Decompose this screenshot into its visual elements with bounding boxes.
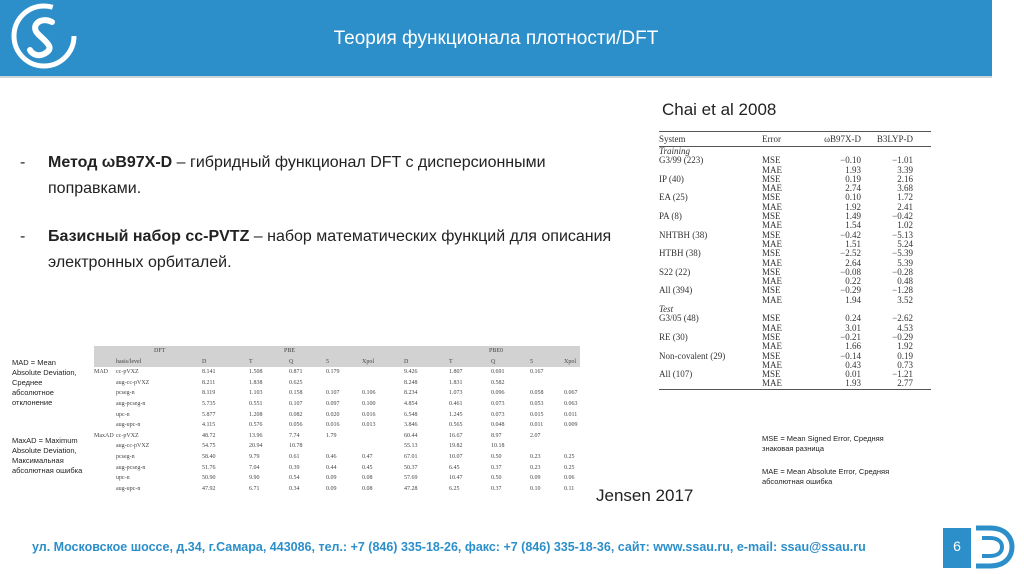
b3lypd-cell: 5.24 <box>897 238 913 249</box>
table-cell: 0.097 <box>326 400 340 407</box>
table-cell: 0.25 <box>564 464 575 471</box>
table-cell: aug-upc-n <box>116 422 141 429</box>
column-header: 5 <box>530 358 533 365</box>
error-cell: MAE <box>762 257 782 268</box>
bullet-basis-text: – набор математических функций для описания электронных орбиталей. <box>48 228 612 271</box>
wb97xd-cell: 0.10 <box>845 192 861 203</box>
table-row <box>94 378 580 389</box>
table-cell: 0.10 <box>530 485 541 492</box>
note-mad: MAD = Mean Absolute Deviation, Среднее абсолютное отклонение <box>12 358 77 407</box>
note-mae: MAE = Mean Absolute Error, Средняя абсолютная ошибка <box>762 467 890 486</box>
column-header: 5 <box>326 358 329 365</box>
table-cell: 0.39 <box>289 464 300 471</box>
header-dft: DFT <box>154 348 166 354</box>
basis-table-header-1 <box>94 346 580 357</box>
table-cell: 51.76 <box>202 464 216 471</box>
table-cell: cc-pVXZ <box>116 369 139 376</box>
column-header: T <box>449 358 453 365</box>
header-pbe0: PBE0 <box>489 348 504 354</box>
system-cell: IP (40) <box>659 173 684 184</box>
citation-jensen: Jensen 2017 <box>596 486 694 505</box>
table-cell: 9.79 <box>249 453 260 460</box>
b3lypd-cell: 3.68 <box>897 183 913 194</box>
table-cell: 0.013 <box>362 422 376 429</box>
wb97xd-cell: 1.92 <box>845 201 861 212</box>
table-row <box>659 184 931 193</box>
table-row <box>94 463 580 474</box>
table-cell: 1.208 <box>249 411 263 418</box>
b3lypd-cell: 3.39 <box>897 164 913 175</box>
column-header: T <box>249 358 253 365</box>
table-row <box>659 166 931 175</box>
table-row <box>659 296 931 305</box>
system-cell: G3/99 (223) <box>659 155 704 166</box>
table-row <box>94 388 580 399</box>
table-cell: 0.106 <box>362 390 376 397</box>
wb97xd-cell: −2.52 <box>840 248 861 259</box>
table-cell: 0.871 <box>289 369 303 376</box>
table-cell: 19.82 <box>449 443 463 450</box>
table-row <box>659 249 931 258</box>
table-cell: 9.90 <box>249 475 260 482</box>
table-cell: 0.179 <box>326 369 340 376</box>
table-row <box>659 370 931 379</box>
table-cell: 1.103 <box>249 390 263 397</box>
table-cell: 7.74 <box>289 432 300 439</box>
b3lypd-cell: −1.21 <box>892 369 913 380</box>
slide-header <box>0 0 992 78</box>
table-cell: 48.72 <box>202 432 216 439</box>
table-cell: 0.056 <box>289 422 303 429</box>
table-cell: 8.119 <box>202 390 216 397</box>
system-cell: PA (8) <box>659 211 682 222</box>
table-cell: 50.90 <box>202 475 216 482</box>
table-cell: 0.009 <box>564 422 578 429</box>
table-cell: 0.016 <box>326 422 340 429</box>
table-row <box>659 352 931 361</box>
table-cell: 0.565 <box>449 422 463 429</box>
b3lypd-cell: 2.16 <box>897 173 913 184</box>
system-cell: All (394) <box>659 285 693 296</box>
table-row <box>659 333 931 342</box>
table-row <box>659 212 931 221</box>
bullet-method: - Метод ωB97X-D – гибридный функционал DFT с дисперсионными поправками. <box>20 154 546 197</box>
table-cell: 0.25 <box>564 453 575 460</box>
wb97xd-cell: 1.94 <box>845 294 861 305</box>
table-cell: 0.011 <box>564 411 578 418</box>
table-row <box>659 314 931 323</box>
table-cell: 67.01 <box>404 453 418 460</box>
table-cell: 0.167 <box>530 369 544 376</box>
table-cell: 1.79 <box>326 432 337 439</box>
table-cell: 50.37 <box>404 464 418 471</box>
table-cell: 0.015 <box>530 411 544 418</box>
b3lypd-cell: −1.01 <box>892 155 913 166</box>
table-cell: 9.426 <box>404 369 418 376</box>
table-cell: 8.97 <box>491 432 502 439</box>
column-header: Xpol <box>362 358 374 365</box>
table-cell: 0.582 <box>491 379 505 386</box>
group-label: MAD <box>94 369 109 376</box>
table-cell: 0.37 <box>491 464 502 471</box>
table-cell: 6.71 <box>249 485 260 492</box>
note-mse: MSE = Mean Signed Error, Средняя знаковая разница <box>762 434 884 453</box>
table-cell: pcseg-n <box>116 390 135 397</box>
bullet-method-term: Метод ωB97X-D <box>48 154 173 171</box>
citation-chai: Chai et al 2008 <box>662 100 777 119</box>
table-row <box>659 175 931 184</box>
table-cell: 0.46 <box>326 453 337 460</box>
wb97xd-cell: −0.14 <box>840 350 861 361</box>
table-cell: 0.100 <box>362 400 376 407</box>
table-cell: 0.461 <box>449 400 463 407</box>
table-row <box>659 277 931 286</box>
table-cell: 1.073 <box>449 390 463 397</box>
table-cell: 0.096 <box>491 390 505 397</box>
table-row <box>659 156 931 165</box>
table-cell: 0.50 <box>491 475 502 482</box>
error-cell: MAE <box>762 220 782 231</box>
wb97xd-cell: −0.21 <box>840 331 861 342</box>
table-cell: 0.073 <box>491 411 505 418</box>
table-cell: 0.37 <box>491 485 502 492</box>
error-cell: MSE <box>762 350 781 361</box>
table-cell: 0.053 <box>530 400 544 407</box>
table-cell: 20.94 <box>249 443 263 450</box>
system-cell: G3/05 (48) <box>659 313 699 324</box>
b3lypd-cell: 4.53 <box>897 322 913 333</box>
bullet-basis: - Базисный набор cc-PVTZ – набор математических функций для описания электронных орбиталей. <box>20 228 612 271</box>
b3lypd-cell: −0.42 <box>892 211 913 222</box>
wb97xd-cell: −0.42 <box>840 229 861 240</box>
table-cell: 54.75 <box>202 443 216 450</box>
table-row <box>659 203 931 212</box>
table-row <box>94 452 580 463</box>
table-cell: 0.691 <box>491 369 505 376</box>
error-cell: MSE <box>762 313 781 324</box>
group-label: MaxAD <box>94 432 114 439</box>
wb97xd-cell: 0.19 <box>845 173 861 184</box>
b3lypd-cell: −0.29 <box>892 331 913 342</box>
error-cell: MAE <box>762 294 782 305</box>
table-cell: 47.92 <box>202 485 216 492</box>
header-error: Error <box>762 134 781 144</box>
table-cell: 0.23 <box>530 464 541 471</box>
error-cell: MAE <box>762 164 782 175</box>
system-cell: Non-covalent (29) <box>659 350 726 361</box>
wb97xd-cell: −0.10 <box>840 155 861 166</box>
page-number: 6 <box>953 538 961 554</box>
b3lypd-cell: 3.52 <box>897 294 913 305</box>
b3lypd-cell: 0.48 <box>897 276 913 287</box>
table-cell: 0.551 <box>249 400 263 407</box>
b3lypd-cell: 2.77 <box>897 378 913 389</box>
b3lypd-cell: 1.92 <box>897 341 913 352</box>
header-b3lypd: B3LYP-D <box>876 134 913 144</box>
table-cell: 5.735 <box>202 400 216 407</box>
column-header: basis/level <box>116 358 142 365</box>
wb97xd-cell: 2.64 <box>845 257 861 268</box>
wb97xd-cell: 2.74 <box>845 183 861 194</box>
table-cell: 8.248 <box>404 379 418 386</box>
table-cell: 0.09 <box>326 475 337 482</box>
system-cell: All (107) <box>659 369 693 380</box>
table-cell: aug-cc-pVXZ <box>116 443 150 450</box>
table-cell: 0.158 <box>289 390 303 397</box>
table-cell: 0.08 <box>362 485 373 492</box>
table-cell: 0.09 <box>530 475 541 482</box>
wb97xd-cell: 3.01 <box>845 322 861 333</box>
table-row <box>94 431 580 442</box>
table-cell: 1.807 <box>449 369 463 376</box>
table-cell: 0.34 <box>289 485 300 492</box>
error-cell: MAE <box>762 322 782 333</box>
wb97xd-cell: −0.29 <box>840 285 861 296</box>
table-row <box>94 420 580 431</box>
table-cell: aug-pcseg-n <box>116 464 146 471</box>
system-cell: HTBH (38) <box>659 248 701 259</box>
table-row <box>659 193 931 202</box>
table-cell: 6.25 <box>449 485 460 492</box>
b3lypd-cell: −5.13 <box>892 229 913 240</box>
table-cell: 0.54 <box>289 475 300 482</box>
table-cell: 0.08 <box>362 475 373 482</box>
table-row <box>94 399 580 410</box>
table-cell: 1.245 <box>449 411 463 418</box>
header-wb97xd: ωB97X-D <box>824 134 861 144</box>
table-row <box>659 286 931 295</box>
error-cell: MSE <box>762 248 781 259</box>
error-cell: MAE <box>762 359 782 370</box>
error-cell: MSE <box>762 229 781 240</box>
header-pbe: PBE <box>284 348 296 354</box>
b3lypd-cell: 0.73 <box>897 359 913 370</box>
wb97xd-cell: 1.93 <box>845 378 861 389</box>
table-cell: 10.18 <box>491 443 505 450</box>
error-cell: MSE <box>762 285 781 296</box>
table-cell: 13.96 <box>249 432 263 439</box>
table-cell: 8.141 <box>202 369 216 376</box>
table-row <box>659 379 931 388</box>
wb97xd-cell: 1.51 <box>845 238 861 249</box>
column-header: Q <box>289 358 294 365</box>
university-logo-small-icon <box>972 524 1016 570</box>
system-cell: EA (25) <box>659 192 688 203</box>
table-cell: 0.625 <box>289 379 303 386</box>
error-table-header <box>659 132 931 146</box>
table-cell: 0.45 <box>362 464 373 471</box>
table-cell: 0.067 <box>564 390 578 397</box>
table-cell: 0.09 <box>326 485 337 492</box>
b3lypd-cell: 1.02 <box>897 220 913 231</box>
error-cell: MAE <box>762 378 782 389</box>
section-label <box>659 305 931 314</box>
table-cell: 0.011 <box>530 422 544 429</box>
table-cell: 7.04 <box>249 464 260 471</box>
column-header: Q <box>491 358 496 365</box>
error-cell: MAE <box>762 341 782 352</box>
error-cell: MSE <box>762 211 781 222</box>
table-cell: 4.854 <box>404 400 418 407</box>
error-cell: MSE <box>762 155 781 166</box>
table-row <box>659 361 931 370</box>
table-row <box>659 231 931 240</box>
table-cell: 8.211 <box>202 379 216 386</box>
table-cell: 0.082 <box>289 411 303 418</box>
error-cell: MAE <box>762 183 782 194</box>
table-cell: 16.67 <box>449 432 463 439</box>
table-row <box>94 410 580 421</box>
wb97xd-cell: 1.93 <box>845 164 861 175</box>
table-cell: 1.508 <box>249 369 263 376</box>
table-cell: aug-cc-pVXZ <box>116 379 150 386</box>
table-cell: 0.058 <box>530 390 544 397</box>
table-cell: 10.07 <box>449 453 463 460</box>
table-cell: 55.13 <box>404 443 418 450</box>
table-cell: 0.23 <box>530 453 541 460</box>
column-header: D <box>404 358 409 365</box>
error-cell: MAE <box>762 276 782 287</box>
table-cell: 10.47 <box>449 475 463 482</box>
table-cell: 8.234 <box>404 390 418 397</box>
note-maxad: MaxAD = Maximum Absolute Deviation, Максимальная абсолютная ошибка <box>12 436 83 475</box>
error-table-body <box>659 147 931 389</box>
error-cell: MAE <box>762 201 782 212</box>
table-cell: 6.45 <box>449 464 460 471</box>
b3lypd-cell: −1.28 <box>892 285 913 296</box>
b3lypd-cell: −2.62 <box>892 313 913 324</box>
basis-table-body <box>94 367 580 494</box>
wb97xd-cell: 0.43 <box>845 359 861 370</box>
table-cell: 0.048 <box>491 422 505 429</box>
table-cell: aug-upc-n <box>116 485 141 492</box>
table-cell: 58.40 <box>202 453 216 460</box>
wb97xd-cell: 0.24 <box>845 313 861 324</box>
table-cell: 0.576 <box>249 422 263 429</box>
table-row <box>659 268 931 277</box>
error-cell: MSE <box>762 173 781 184</box>
table-cell: 0.44 <box>326 464 337 471</box>
table-row <box>659 324 931 333</box>
table-row <box>659 259 931 268</box>
table-cell: 2.07 <box>530 432 541 439</box>
header-system: System <box>659 134 686 144</box>
system-cell: NHTBH (38) <box>659 229 708 240</box>
table-cell: 0.107 <box>289 400 303 407</box>
table-cell: 47.28 <box>404 485 418 492</box>
table-row <box>94 367 580 378</box>
b3lypd-cell: 0.19 <box>897 350 913 361</box>
wb97xd-cell: 1.54 <box>845 220 861 231</box>
table-cell: 57.69 <box>404 475 418 482</box>
slide-title: Теория функционала плотности/DFT <box>333 28 659 49</box>
table-cell: upc-n <box>116 411 130 418</box>
table-cell: 1.838 <box>249 379 263 386</box>
table-cell: 0.61 <box>289 453 300 460</box>
table-cell: 0.11 <box>564 485 575 492</box>
column-header: Xpol <box>564 358 576 365</box>
bullet-list <box>20 150 640 298</box>
table-cell: 6.548 <box>404 411 418 418</box>
table-cell: aug-pcseg-n <box>116 400 146 407</box>
wb97xd-cell: 0.01 <box>845 369 861 380</box>
bullet-method-text: – гибридный функционал DFT с дисперсионными поправками. <box>48 154 546 197</box>
wb97xd-cell: 1.66 <box>845 341 861 352</box>
error-cell: MSE <box>762 331 781 342</box>
column-header: D <box>202 358 207 365</box>
table-cell: 0.016 <box>362 411 376 418</box>
wb97xd-cell: 0.22 <box>845 276 861 287</box>
table-cell: 0.020 <box>326 411 340 418</box>
b3lypd-cell: −0.28 <box>892 266 913 277</box>
b3lypd-cell: 1.72 <box>897 192 913 203</box>
table-cell: 0.073 <box>491 400 505 407</box>
bullet-basis-term: Базисный набор cc-PVTZ <box>48 228 250 245</box>
table-cell: 10.78 <box>289 443 303 450</box>
table-cell: 0.50 <box>491 453 502 460</box>
basis-set-table <box>94 346 580 494</box>
b3lypd-cell: 2.41 <box>897 201 913 212</box>
table-cell: 1.831 <box>449 379 463 386</box>
wb97xd-cell: −0.08 <box>840 266 861 277</box>
error-cell: MSE <box>762 369 781 380</box>
table-cell: 0.107 <box>326 390 340 397</box>
wb97xd-cell: 1.49 <box>845 211 861 222</box>
table-cell: 0.063 <box>564 400 578 407</box>
table-row <box>94 441 580 452</box>
error-cell: MSE <box>762 266 781 277</box>
section-label-text: Training <box>659 146 691 156</box>
table-cell: 3.846 <box>404 422 418 429</box>
b3lypd-cell: −5.39 <box>892 248 913 259</box>
footer-contacts: ул. Московское шоссе, д.34, г.Самара, 443086, тел.: +7 (846) 335-18-26, факс: +7 (846) 335-18-36, сайт: www.ssau.ru, e-mail: ssau@ssau.ru <box>32 540 866 554</box>
table-row <box>94 484 580 495</box>
error-cell: MAE <box>762 238 782 249</box>
table-cell: 60.44 <box>404 432 418 439</box>
table-cell: 4.115 <box>202 422 216 429</box>
system-cell: S22 (22) <box>659 266 691 277</box>
table-row <box>94 473 580 484</box>
b3lypd-cell: 5.39 <box>897 257 913 268</box>
basis-table-header-2 <box>94 357 580 368</box>
table-cell: cc-pVXZ <box>116 432 139 439</box>
table-cell: pcseg-n <box>116 453 135 460</box>
system-cell: RE (30) <box>659 331 688 342</box>
table-cell: upc-n <box>116 475 130 482</box>
error-cell: MSE <box>762 192 781 203</box>
table-cell: 0.06 <box>564 475 575 482</box>
error-table <box>659 131 931 390</box>
table-cell: 5.877 <box>202 411 216 418</box>
table-cell: 0.47 <box>362 453 373 460</box>
section-label-text: Test <box>659 304 674 315</box>
